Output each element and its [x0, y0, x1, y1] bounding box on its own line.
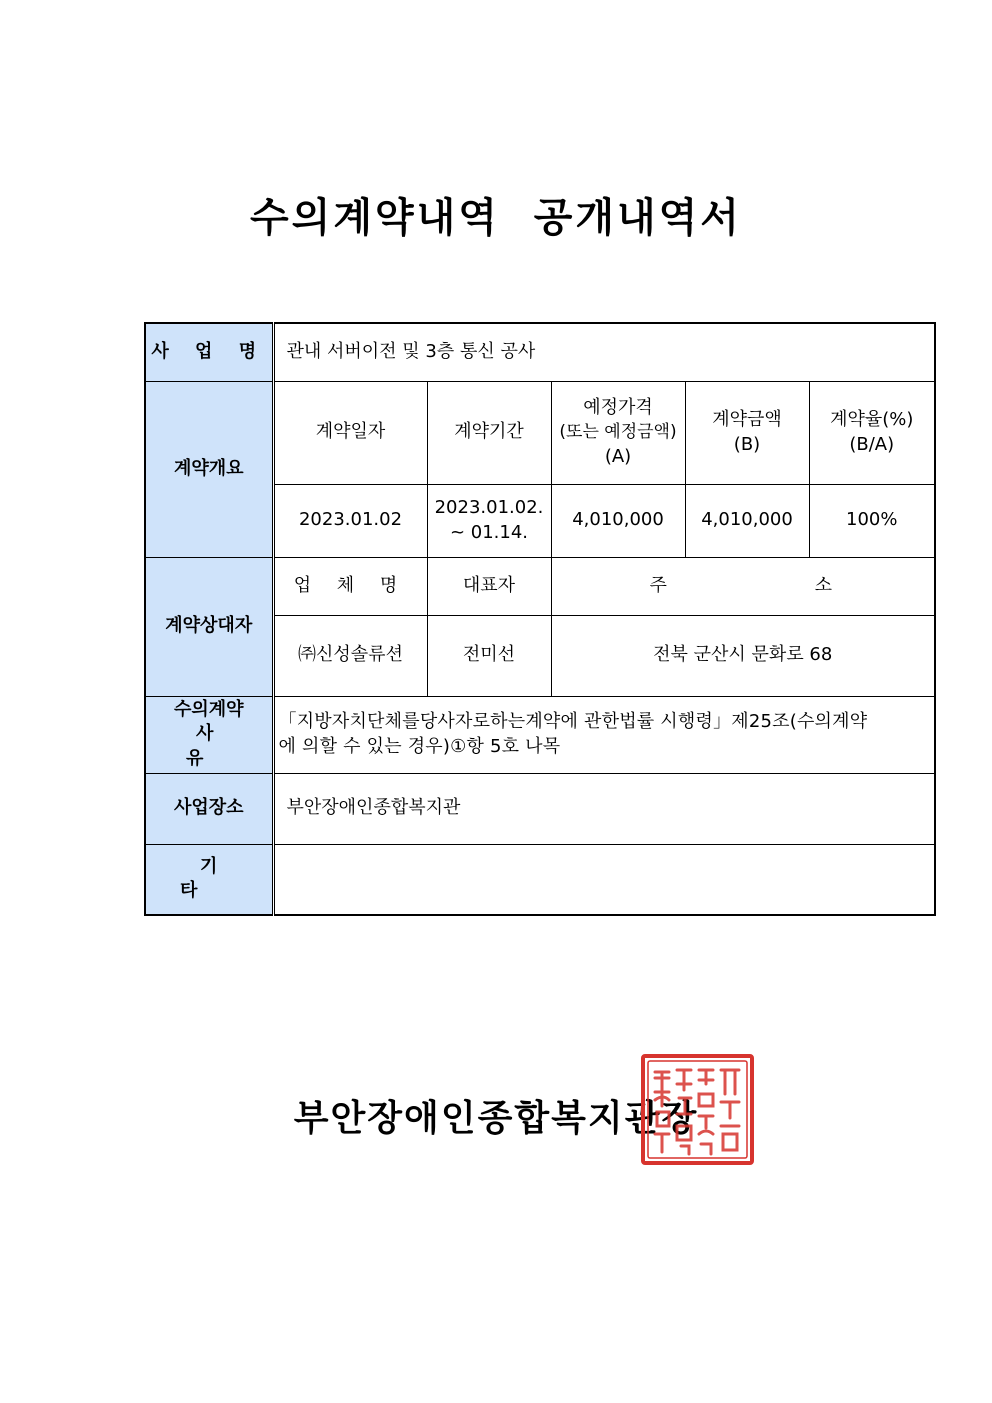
overview-label: 계약개요	[145, 381, 273, 557]
contract-amount: 4,010,000	[685, 484, 809, 557]
company-name: ㈜신성솔류션	[273, 615, 427, 696]
representative-name: 전미선	[427, 615, 551, 696]
header-representative: 대표자	[427, 557, 551, 615]
contract-period: 2023.01.02. ~ 01.14.	[427, 484, 551, 557]
location-value: 부안장애인종합복지관	[273, 773, 935, 844]
contract-rate: 100%	[809, 484, 935, 557]
project-name: 관내 서버이전 및 3층 통신 공사	[273, 323, 935, 381]
contract-date: 2023.01.02	[273, 484, 427, 557]
header-contract-date: 계약일자	[273, 381, 427, 484]
project-label: 사 업 명	[145, 323, 273, 381]
estimated-price: 4,010,000	[551, 484, 685, 557]
reason-text: 「지방자치단체를당사자로하는계약에 관한법률 시행령」제25조(수의계약 에 의할 수 있는 경우)①항 5호 나목	[273, 696, 935, 773]
issuer-name: 부안장애인종합복지관장	[293, 1098, 699, 1139]
reason-label: 수의계약 사 유	[145, 696, 273, 773]
header-estimated-price: 예정가격 (또는 예정금액) (A)	[551, 381, 685, 484]
location-label: 사업장소	[145, 773, 273, 844]
header-contract-rate: 계약율(%) (B/A)	[809, 381, 935, 484]
document-title: 수의계약내역 공개내역서	[250, 195, 742, 241]
contract-table	[144, 322, 936, 916]
counterparty-label: 계약상대자	[145, 557, 273, 696]
company-address: 전북 군산시 문화로 68	[551, 615, 935, 696]
etc-value	[273, 844, 935, 915]
header-address: 주 소	[551, 557, 935, 615]
header-company: 업 체 명	[273, 557, 427, 615]
etc-label: 기 타	[145, 844, 273, 915]
official-seal	[641, 1054, 754, 1165]
header-contract-period: 계약기간	[427, 381, 551, 484]
header-contract-amount: 계약금액 (B)	[685, 381, 809, 484]
